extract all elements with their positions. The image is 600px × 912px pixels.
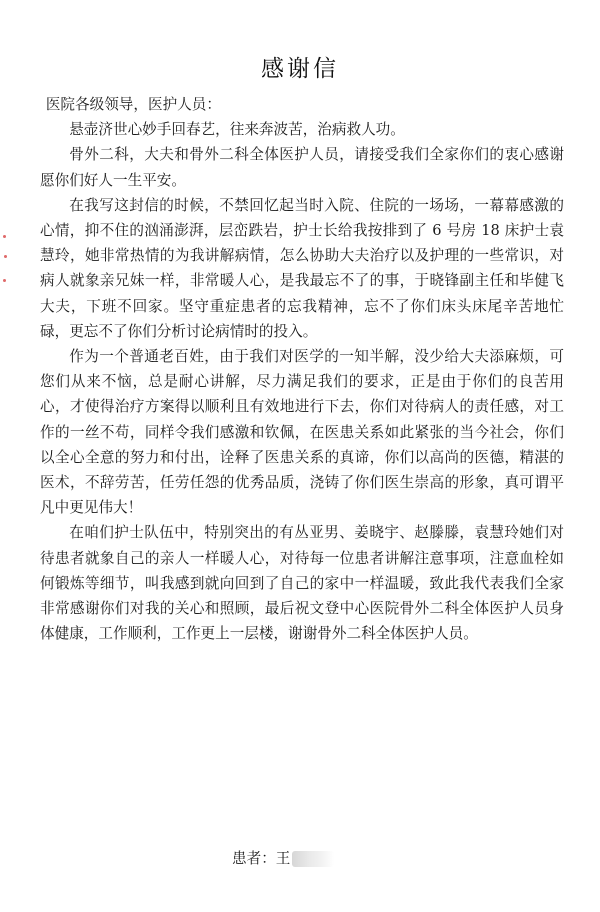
- signature-label: 患者：王: [232, 850, 291, 867]
- letter-title: 感谢信: [261, 56, 339, 82]
- red-speck: [4, 255, 7, 258]
- redacted-name-blur: [292, 851, 334, 867]
- paper-specks: [3, 235, 7, 295]
- letter-paragraph: 骨外二科，大夫和骨外二科全体医护人员，请接受我们全家你们的衷心感谢愿你们好人一生平安。: [40, 146, 564, 189]
- letter-paragraph: 在我写这封信的时候，不禁回忆起当时入院、住院的一场场，一幕幕感激的心情，抑不住的汹涌澎湃，层峦跌岩，护士长给我按排到了 6 号房 18 床护士袁慧玲，她非常热情的为我讲解病情，怎么协助大夫治疗以及护理的一些常识，对病人就象亲兄妹一样，非常暖人心，是我最忘不了的事，于晓锋副主任和毕健飞大夫，下班不回家。坚守重症患者的忘我精神，忘不了你们床头床尾辛苦地忙碌，更忘不了你们分析讨论病情时的投入。: [40, 196, 564, 340]
- red-speck: [3, 279, 6, 282]
- letter-body: [40, 92, 564, 646]
- letter-salutation: 医院各级领导，医护人员：: [45, 96, 221, 113]
- letter-signature: [232, 847, 334, 868]
- letter-paragraph: 在咱们护士队伍中，特别突出的有丛亚男、姜晓宇、赵滕滕，袁慧玲她们对待患者就象自己的亲人一样暖人心，对待每一位患者讲解注意事项，注意血栓如何锻炼等细节，叫我感到就向回到了自己的家中一样温暖，致此我代表我们全家非常感谢你们对我的关心和照顾，最后祝文登中心医院骨外二科全体医护人员身体健康，工作顺利，工作更上一层楼，谢谢骨外二科全体医护人员。: [40, 524, 564, 643]
- letter-paragraph: 作为一个普通老百姓，由于我们对医学的一知半解，没少给大夫添麻烦，可您们从来不恼，总是耐心讲解，尽力满足我们的要求，正是由于你们的良苦用心，才使得治疗方案得以顺利且有效地进行下去，你们对待病人的责任感，对工作的一丝不苟，同样令我们感激和钦佩，在医患关系如此紧张的当今社会，你们以全心全意的努力和付出，诠释了医患关系的真谛，你们以高尚的医德，精湛的医术，不辞劳苦，任劳任怨的优秀品质，浇铸了你们医生崇高的形象，真可谓平凡中更见伟大！: [40, 348, 564, 517]
- red-speck: [3, 235, 6, 238]
- letter-paragraph: 悬壶济世心妙手回春艺，往来奔波苦，治病救人功。: [69, 121, 405, 139]
